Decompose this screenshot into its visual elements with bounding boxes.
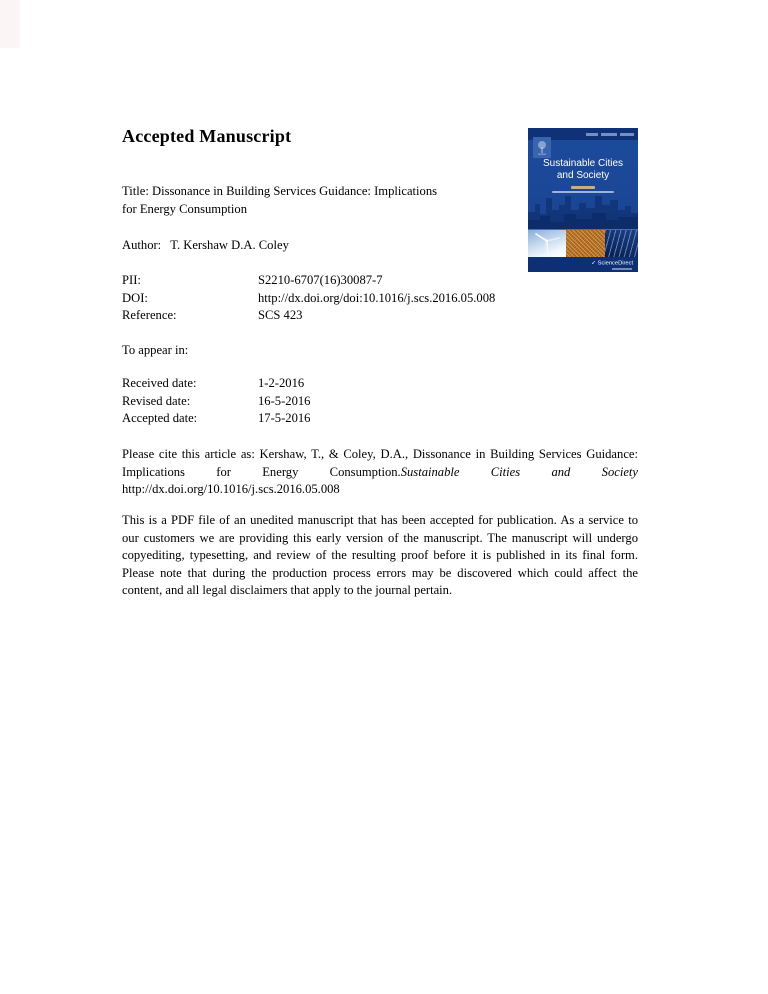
author-names: T. Kershaw D.A. Coley	[170, 238, 289, 252]
pii-label: PII:	[122, 273, 141, 287]
sciencedirect-subtext	[612, 268, 632, 270]
wind-turbine-graphic	[528, 230, 566, 258]
pii-value: S2210-6707(16)30087-7	[258, 273, 383, 287]
revised-date-label: Revised date:	[122, 393, 191, 408]
article-identifiers	[122, 272, 495, 325]
masthead-text-fragment	[601, 133, 617, 136]
article-title-line1: Title: Dissonance in Building Services Guidance: Implications	[122, 184, 438, 198]
disclaimer-paragraph: This is a PDF file of an unedited manuscript that has been accepted for publication. As a service to our customers we are providing this early version of the manuscript. The manuscript will undergo copyediting, typesetting, and review of the resulting proof before it is published in its final form. Please note that during the production process errors may be discovered which could affect the content, and all legal disclaimers that apply to the journal pertain.	[122, 513, 638, 598]
elsevier-logo	[533, 137, 551, 158]
aerial-texture-photo	[566, 230, 605, 258]
revised-date-value: 16-5-2016	[258, 393, 311, 408]
cover-footer-bar	[528, 257, 638, 272]
doi-row	[122, 290, 495, 308]
sciencedirect-label: ScienceDirect	[597, 260, 633, 266]
masthead-text-fragment	[586, 133, 598, 136]
sciencedirect-logo	[591, 260, 633, 267]
doi-label: DOI:	[122, 290, 148, 305]
article-dates	[122, 375, 310, 428]
received-date-label: Received date:	[122, 376, 197, 390]
article-title-line2: for Energy Consumption	[122, 201, 247, 216]
journal-title-line2: and Society	[556, 170, 610, 181]
pii-row	[122, 272, 495, 290]
sciencedirect-leaf-icon: ✓	[591, 260, 596, 267]
doi-link[interactable]: http://dx.doi.org/doi:10.1016/j.scs.2016.05.008	[258, 290, 496, 305]
cover-masthead-text	[586, 133, 634, 136]
reference-row	[122, 307, 495, 325]
citation-paragraph	[122, 446, 638, 499]
citation-text: Please cite this article as: Kershaw, T., & Coley, D.A., Dissonance in Building Services Guidance: Implications for Energy Consumption.	[122, 447, 638, 479]
reference-value: SCS 423	[258, 308, 303, 323]
masthead-text-fragment	[620, 133, 634, 136]
article-title	[122, 183, 638, 218]
revised-date-row	[122, 393, 310, 411]
cover-photo-strip	[528, 229, 638, 258]
citation-journal-name: Sustainable Cities and Society	[400, 464, 639, 479]
reference-label: Reference:	[122, 308, 177, 323]
accepted-date-row	[122, 410, 310, 428]
to-appear-label: To appear in:	[122, 343, 189, 357]
accepted-date-value: 17-5-2016	[258, 411, 311, 426]
solar-panel-graphic	[605, 230, 638, 258]
page-title: Accepted Manuscript	[122, 126, 292, 146]
wind-turbine-photo	[528, 230, 566, 258]
citation-doi-link[interactable]: http://dx.doi.org/10.1016/j.scs.2016.05.008	[122, 482, 340, 497]
author-label: Author:	[122, 238, 162, 252]
journal-title-line1: Sustainable Cities	[542, 158, 624, 169]
received-date-value: 1-2-2016	[258, 376, 305, 390]
scan-corner-artifact	[0, 0, 20, 48]
accepted-date-label: Accepted date:	[122, 411, 198, 426]
received-date-row	[122, 375, 310, 393]
author-line	[122, 237, 289, 255]
